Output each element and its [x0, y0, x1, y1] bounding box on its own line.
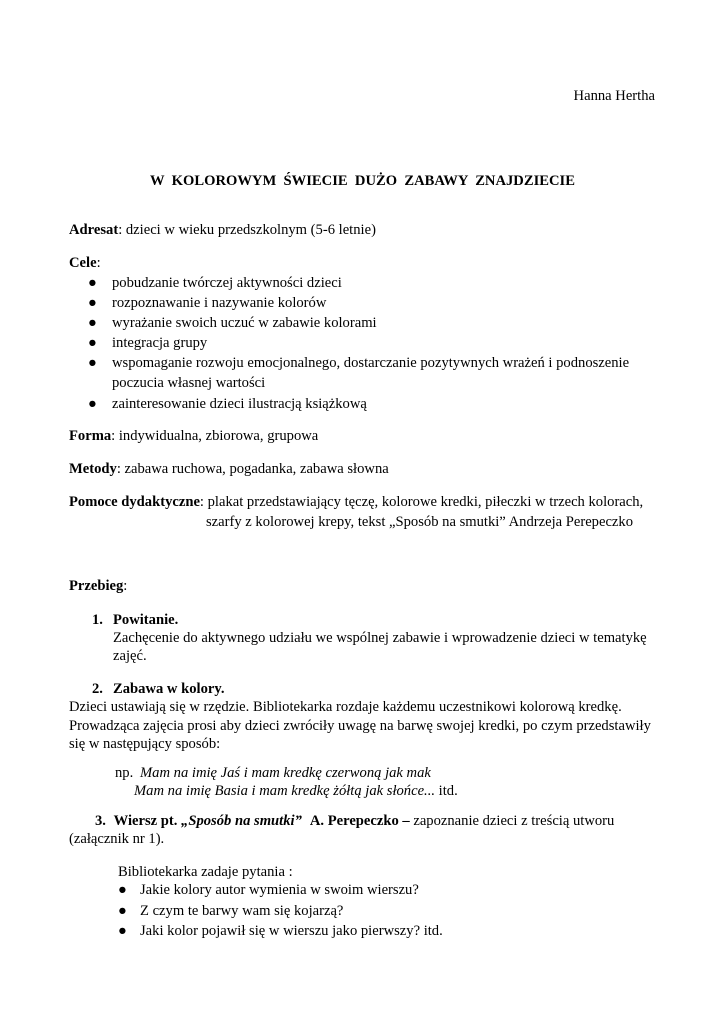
example-1: Mam na imię Jaś i mam kredkę czerwoną jak mak: [140, 765, 431, 781]
bullet-icon: ●: [88, 295, 97, 311]
bullet-icon: ●: [118, 923, 127, 939]
cele-label-line: [69, 253, 101, 273]
adresat-label: Adresat: [69, 222, 119, 238]
example-2-suffix: itd.: [435, 783, 458, 799]
bullet-icon: ●: [118, 882, 127, 898]
poem-title: „Sposób na smutki”: [181, 813, 302, 829]
section-3-text-2: (załącznik nr 1).: [69, 831, 165, 847]
cele-label: Cele: [69, 255, 97, 271]
przebieg-label-line: [69, 576, 127, 596]
section-3-title: Wiersz pt.: [113, 813, 182, 829]
document-title: W KOLOROWYM ŚWIECIE DUŻO ZABAWY ZNAJDZIECIE: [150, 173, 575, 189]
section-2-text-3: się w następujący sposób:: [69, 736, 221, 752]
przebieg-label: Przebieg: [69, 578, 124, 594]
adresat-line: [69, 220, 376, 240]
przebieg-colon: :: [123, 578, 128, 594]
cele-colon: :: [96, 255, 101, 271]
adresat-text: : dzieci w wieku przedszkolnym (5-6 letnie): [118, 222, 376, 238]
bullet-icon: ●: [88, 315, 97, 331]
bullet-icon: ●: [88, 355, 97, 371]
section-3-heading: [95, 811, 614, 831]
forma-line: [69, 426, 318, 446]
section-2-heading: [92, 679, 225, 699]
section-1-title: Powitanie.: [113, 612, 179, 628]
pomoce-line-2: szarfy z kolorowej krepy, tekst „Sposób na smutki” Andrzeja Perepeczko: [206, 514, 634, 530]
forma-text: : indywidualna, zbiorowa, grupowa: [111, 428, 319, 444]
bullet-icon: ●: [118, 903, 127, 919]
section-3-number: 3.: [95, 813, 106, 829]
questions-intro: Bibliotekarka zadaje pytania :: [118, 864, 293, 880]
author-name: Hanna Hertha: [573, 88, 655, 104]
section-2-number: 2.: [92, 681, 103, 697]
section-1-text-1: Zachęcenie do aktywnego udziału we wspólnej zabawie i wprowadzenie dzieci w tematykę: [113, 630, 647, 646]
section-2-title: Zabawa w kolory.: [113, 681, 225, 697]
section-2-text-2: Prowadząca zajęcia prosi aby dzieci zwróciły uwagę na barwę swojej kredki, po czym przedstawiły: [69, 718, 651, 734]
example-line-2: [134, 781, 458, 801]
pomoce-text-1: : plakat przedstawiający tęczę, kolorowe kredki, piłeczki w trzech kolorach,: [199, 494, 644, 510]
poem-author: A. Perepeczko –: [309, 813, 410, 829]
section-2-text-1: Dzieci ustawiają się w rzędzie. Bibliotekarka rozdaje każdemu uczestnikowi kolorową kredkę.: [69, 699, 622, 715]
metody-text: : zabawa ruchowa, pogadanka, zabawa słowna: [116, 461, 389, 477]
pomoce-line-1: [69, 492, 643, 512]
pomoce-label: Pomoce dydaktyczne: [69, 494, 200, 510]
example-2: Mam na imię Basia i mam kredkę żółtą jak słońce...: [134, 783, 436, 799]
section-1-heading: [92, 610, 179, 630]
example-prefix: np.: [115, 765, 134, 781]
metody-label: Metody: [69, 461, 117, 477]
bullet-icon: ●: [88, 396, 97, 412]
forma-label: Forma: [69, 428, 112, 444]
example-line-1: [115, 763, 431, 783]
section-1-number: 1.: [92, 612, 103, 628]
section-1-text-2: zajęć.: [113, 648, 147, 664]
bullet-icon: ●: [88, 335, 97, 351]
list-item-continuation: poczucia własnej wartości: [112, 375, 266, 391]
section-3-rest: zapoznanie dzieci z treścią utworu: [409, 813, 615, 829]
metody-line: [69, 459, 389, 479]
bullet-icon: ●: [88, 275, 97, 291]
